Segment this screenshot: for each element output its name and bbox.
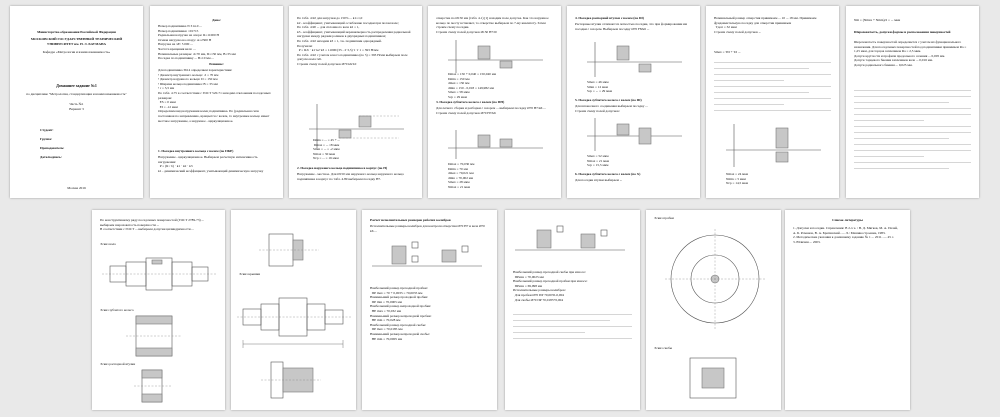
- roughness-heading: Шероховатость, допуски формы и расположения поверхностей: [854, 30, 951, 34]
- roughness-text: Шероховатость поверхностей определяется с учетом их функционального назначения. Для посадочных поверхностей под подшипники принимаем Ra = 1,25 мкм, для торцов заплечиков Ra = 2,5 мкм. Допуск круглости и профиля продольного сечения ... 0,005 мм. Допуск торцевого биения заплечиков вала ... 0,016 мм. Допуск радиального биения ... 0,025 мм.: [854, 40, 967, 67]
- page-13-references: [785, 210, 910, 410]
- page-6: [706, 6, 839, 198]
- shaft-detail-drawing: [237, 282, 352, 352]
- ring-gauge-drawing: [660, 224, 770, 344]
- page-3: [289, 6, 422, 198]
- section-5-heading: 5. Посадка зубчатого колеса с валом (по Ш): [575, 98, 642, 102]
- gear-drawing: [106, 314, 206, 358]
- section-4-heading: 4. Посадка распорной втулки с валом (по Ш): [575, 16, 644, 20]
- page-6-formula: Smax = TD + Td ...: [714, 50, 741, 54]
- references-list: 1. Допуски и посадки. Справочник: В 2-х ч. / В. Д. Мягков, М. А. Палей, А. Б. Романов, В. А. Брагинский. — Л.: Машиностроение, 1983. 2. Методические указания к домашнему заданию № 1 ... 2011. — 45 с. 3. Юлихин ... 2003.: [793, 226, 898, 244]
- section-1-heading: 1. Посадка внутреннего кольца с валом (по ПКР): [158, 149, 234, 153]
- city-year: Москва 2016: [67, 186, 86, 190]
- page-2-given: [150, 6, 283, 198]
- given-heading: Дано:: [212, 18, 221, 22]
- department: Кафедра «Метрология и взаимозаменяемость»: [42, 50, 111, 54]
- grade-label: Дата/подпись:: [40, 155, 62, 159]
- page-8-shaft: [92, 210, 225, 410]
- page-7: [846, 6, 979, 198]
- university: МОСКОВСКИЙ ГОСУДАРСТВЕННЫЙ ТЕХНИЧЕСКИЙ УНИВЕРСИТЕТ им. Н. Э. БАУМАНА: [30, 37, 124, 46]
- page-6-text: Номинальный размер отверстия принимаем ... 10 ... 18 мм. Принимаем фундаментальную посадку для отверстия принимаем Tдоп = 32 мкм Строим схему полей допусков ...: [714, 16, 817, 34]
- tolerance-scheme-5: [587, 118, 687, 152]
- page-1-title: [10, 6, 143, 198]
- gauge-lines: Наибольший размер проходной пробки: ПР max = 70 + 0,0035 = 70,0035 мм Наименьший размер проходной пробки: ПР min = 70,0005 мм Наибольший размер непроходной пробки: НЕ max = 70,032 мм Наименьший размер непроходной пробки: НЕ min = 70,028 мм Наибольший размер проходной скобы: ПР max = 70,0185 мм Наименьший размер непроходной скобы: НЕ min = 70,0005 мм: [370, 286, 432, 341]
- page-4: [428, 6, 561, 198]
- plug-caption: Эскиз пробки: [654, 216, 674, 220]
- gauge-scheme-2: [515, 220, 630, 264]
- section-4-text: Распорные втулки отличаются легкостью посадки, что при формировании им посадки с зазором. Выбираем посадку Ø70 F8/k6 ...: [575, 22, 688, 31]
- scheme-4-values: Smax = 46 мкм Smin = 12 мкм Scp = ... = 29 мкм: [587, 80, 613, 94]
- page-11: [505, 210, 640, 410]
- given-text: Номер подшипника N 314-0 ... Номер подшипника: 101715 Радиальная нагрузка на опоре: R=11000 Н Осевая нагрузка на опору: A=2500 H Нагрузка на чЕ: 5 000 ... Частота вращения вала: ... Номинальные размеры: d=70 мм, D=150 мм, B=35 мм Посадка по подшипнику ... B=10 мм ...: [158, 24, 236, 61]
- sleeve-caption: Эскиз распорной втулки: [100, 362, 136, 366]
- tolerance-scheme-6: [726, 124, 826, 168]
- section-2-heading: 2. Посадка наружного кольца подшипника в корпус (по H): [297, 166, 387, 170]
- page-10-gauges: [362, 210, 497, 410]
- gear-caption: Эскиз зубчатого колеса: [100, 308, 134, 312]
- page-5: [567, 6, 700, 198]
- section-5-text: Для шпоночного соединения выбираем посадку ... Строим схему полей допусков:: [575, 104, 648, 113]
- shaft-drawing: [102, 250, 217, 298]
- scheme-3-values: Dmax = 70,030 мм Dmin = 70 мм dmax = 70,021 мм dmin = 70,002 мм Smax = 28 мкм Nmax = 21 мкм: [448, 162, 475, 189]
- scheme-6-values: Nmax = 24 мкм Nmin = 5 мкм Ncp = 14,5 мкм: [726, 172, 749, 186]
- student-label: Студент:: [40, 128, 54, 132]
- sleeve-drawing: [106, 368, 206, 404]
- references-heading: Список литературы: [832, 218, 863, 222]
- page-7-formula: Nm = (Nmax + Nmin)/2 = ... мкм: [854, 18, 901, 22]
- solution-heading: Решение:: [209, 62, 224, 66]
- teacher-label: Преподаватель:: [40, 146, 65, 150]
- solution-text: Для подшипника 3614 определяем характеристики: • Диаметр внутреннего кольца: d = 70 мм • Диаметр наружного кольца: D = 150 мм • Ширина кольца подшипника: B = 35 мм • r = 3,5 мм По табл. 4.75 в соответствии с ГОСТ 520-71 находим отклонения посадочных размеров: ES = 0 мкм EI = -12 мкм Определяем вид нагружения колец подшипника. По (радиальная сила постоянная по направлению, вращается с валом, то внутреннее кольцо имеет местное нагружение, а наружное - циркуляционное.: [158, 68, 271, 123]
- shaft-caption: Эскиз вала: [100, 242, 116, 246]
- cover-caption: Эскиз крышки: [239, 272, 261, 276]
- ministry: Министерство образования Российской Федерации: [37, 30, 116, 34]
- scheme-2-values: Dmax = 150 + 0,040 = 150,040 мм Dmin = 150 мм dmax = 150 мм dmin = 150 - 0,018 = 149,982 мм Smax = 58 мкм Scp = 29 мкм: [448, 72, 496, 99]
- snap-caption: Эскиз скобы: [654, 346, 673, 350]
- page-8-text: По конструктивному ряду посадочных поверхностей (ГОСТ 2789-73) ... выбираем шероховатость поверхности ... В соответствии с ГОСТ ... выбираем допуски цилиндричности ...: [100, 218, 205, 232]
- gauge-lines-2: Наибольший размер проходной скобы при износе: ПРизн = 70,0025 мм Наибольший размер проходной пробки при износе: ПРизн = 69,998 мм Исполнительные размеры калибров: Для пробки Ø70 ПР 70,0035-0,004 Для скобы Ø70 ПР 70,0185+0,004: [513, 270, 588, 302]
- group-label: Группа:: [40, 137, 53, 141]
- gauge-scheme-1: [372, 238, 487, 282]
- section-6-heading: 6. Посадка зубчатого колеса с валом (по Х): [575, 172, 641, 176]
- section-6-text: Для посадки втулки выбираем ...: [575, 178, 623, 182]
- snap-gauge-drawing: [680, 354, 750, 404]
- scheme-1-values: Dmin = ... = 45 + ... Dmax = ... 18 мкм Smin = ... = -2 мкм Nmax = 30 мкм Ncp = ... = 16 мкм: [313, 138, 341, 161]
- section-3-text: Для легкого сборки и разборки с зазором ... выбираем посадку Ø70 H7/k6 ... Строим схему полей допусков Ø70 H7/k6: [436, 106, 546, 115]
- tolerance-scheme-3: [448, 130, 548, 160]
- page-3-text: По табл. 4.92 для нагрузки до 150% ... k1=1,0 k2 - коэффициент, учитывающий ослабление посадки при полом вале; По табл. 4.90 ... для сплошного вала k2 = 1, k3 - коэффициент, учитывающий неравномерность распределения радиальной нагрузки между рядами роликов в двухрядных подшипниках; По табл. 4.92 находим k3 = 1, т.к. подшипник однорядный. Получили: P = R/b · k1·k2·k3 = 11000/(35 - 2·3,5)·1·1·1 = 393 Н/мм По табл. 4.92 с учетом класса подшипника (по 5) = 393 Н/мм выбираем поле допуска вала: k6. Строим схему полей допусков Ø70 k6/L0: [297, 16, 411, 66]
- page-9-drawing: [231, 210, 356, 410]
- tolerance-scheme-4: [587, 42, 687, 78]
- doc-title: Домашнее задание №1: [56, 83, 97, 88]
- doc-part: Часть №1: [69, 102, 84, 106]
- page-12-gauge-sketches: [646, 210, 781, 410]
- section-1-text: Нагружение - циркуляционное. Выбираем расчетную интенсивность нагружения: P = (R / b) · k1 · k2 · k3 k1 - динамический коэффициент, учитывающий динамическую нагрузку: [158, 155, 264, 173]
- doc-subtitle: по дисциплине "Метрология, стандартизация и взаимозаменяемость": [26, 92, 127, 96]
- section-3-heading: 3. Посадка зубчатого колеса с валом (по ПН): [436, 100, 505, 104]
- cover-section-drawing: [251, 360, 341, 400]
- scheme-5-values: Smax = 52 мкм Nmax = 21 мкм Scp = 15,5 мкм: [587, 154, 610, 168]
- doc-variant: Вариант 3: [69, 107, 84, 111]
- tolerance-scheme-2: [448, 40, 548, 74]
- page-4-text: отверстие по Ø150 мм (табл. 4.1) [1] находим поле допуска. Как это наружное кольцо по месту вставляет, то отверстие выбираем по 7-му квалитету. Затем строим схему посадки. Строим схему полей допусков Ø150 H7/l0: [436, 16, 549, 34]
- section-2-text: Нагружение - местное. Для Ø150 мм наружного кольца наружного кольца подшипника в корпус по табл. 4.89 выбираем посадку H7.: [297, 172, 405, 181]
- gauge-text: Исполнительные размеры калибров для контроля отверстия Ø70 H7 и вала Ø70 k6 ...: [370, 224, 486, 233]
- gauge-heading: Расчет исполнительных размеров рабочих калибров: [370, 218, 451, 222]
- cover-drawing: [239, 230, 349, 270]
